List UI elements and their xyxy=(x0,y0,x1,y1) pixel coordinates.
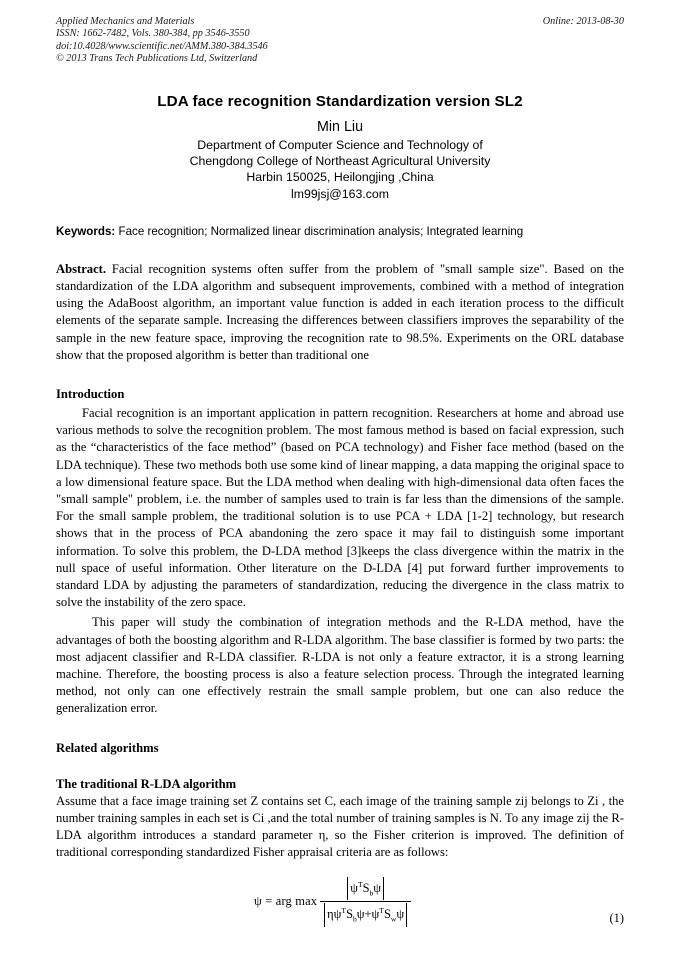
den-psi-2: ψ xyxy=(356,907,365,922)
den-transpose-1: T xyxy=(341,906,347,916)
equation-row xyxy=(56,877,624,933)
copyright-line: © 2013 Trans Tech Publications Ltd, Switzerland xyxy=(56,53,258,65)
affiliation-line-1: Department of Computer Science and Technology of xyxy=(197,137,483,152)
online-date: Online: 2013-08-30 xyxy=(542,16,624,27)
issn-line: ISSN: 1662-7482, Vols. 380-384, pp 3546-3550 xyxy=(56,28,250,40)
heading-related-algorithms: Related algorithms xyxy=(56,740,159,755)
abstract-paragraph xyxy=(56,261,624,364)
doi-line: doi:10.4028/www.scientific.net/AMM.380-384.3546 xyxy=(56,40,268,52)
introduction-paragraph-1: Facial recognition is an important application in pattern recognition. Researchers at home and abroad use various methods to solve the recognition problem. The most famous method is based on facial expression, such as the “characteristics of the face method” (based on PCA technology) and Fisher face method (based on the LDA technique). These two methods both use some kind of linear mapping, a data mapping the original space to a low dimensional feature space. But the LDA method when dealing with high-dimensional data often faces the "small sample" problem, i.e. the number of samples used to train is far less than the dimensions of the sample. For the small sample problem, the traditional solution is to use PCA + LDA [1-2] technology, but research shows that in the process of PCA abandoning the zero space it may fail to distinguish some important information. To solve this problem, the D-LDA method [3]keeps the class divergence within the matrix in the null space of useful information. Other literature on the D-LDA [4] put forward further improvements to standard LDA by adjusting the parameters of standardization, reducing the divergence in the class matrix to solve the instability of the zero space. xyxy=(56,406,624,610)
journal-header xyxy=(56,16,624,66)
affiliation-line-2: Chengdong College of Northeast Agricultural University xyxy=(189,153,491,168)
title-block xyxy=(56,92,624,202)
den-S-2: S xyxy=(383,907,391,922)
den-plus: + xyxy=(364,907,372,922)
equation-fraction xyxy=(320,877,411,927)
heading-introduction: Introduction xyxy=(56,387,125,402)
equation-1 xyxy=(254,877,411,927)
abstract-text: Facial recognition systems often suffer from the problem of "small sample size". Based on the standardization of the LDA algorithm and subsequent improvements, combined with a method of integration using the AdaBoost algorithm, an important value function is added in each iteration process to the difficult elements of the separate sample. Increasing the differences between classifiers improves the separability of the sample in the new feature space, improving the recognition rate to 98.5%. Experiments on the ORL database show that the proposed algorithm is better than traditional one xyxy=(56,261,624,362)
den-psi-4: ψ xyxy=(396,907,405,922)
num-S-subscript: b xyxy=(369,888,374,898)
traditional-rlda-paragraph: Assume that a face image training set Z contains set C, each image of the training sample zij belongs to Zi , the number training samples in each set is Ci ,and the total number of training samples is N. To any image zij the R-LDA algorithm introduces a standard parameter η, so the Fisher criterion is improved. The definition of traditional corresponding standardized Fisher appraisal criteria are as follows: xyxy=(56,793,624,860)
num-psi-1: ψ xyxy=(350,880,358,895)
den-S-1: S xyxy=(346,907,353,922)
keywords-text: Face recognition; Normalized linear discrimination analysis; Integrated learning xyxy=(115,224,524,238)
equation-number: (1) xyxy=(609,910,624,925)
num-transpose-1: T xyxy=(357,879,363,889)
denominator-abs-group xyxy=(324,903,407,927)
author-email: lm99jsj@163.com xyxy=(291,186,389,201)
numerator-abs-group xyxy=(347,877,384,901)
equation-numerator xyxy=(343,877,388,902)
den-eta: η xyxy=(327,907,334,922)
den-psi-1: ψ xyxy=(333,907,342,922)
page-content xyxy=(56,16,624,933)
page-title: LDA face recognition Standardization version SL2 xyxy=(157,92,523,110)
equation-denominator xyxy=(320,902,411,927)
heading-traditional-rlda: The traditional R-LDA algorithm xyxy=(56,776,237,791)
den-S-subscript-2: w xyxy=(390,914,397,924)
num-S: S xyxy=(362,880,370,895)
abstract-label: Abstract. xyxy=(56,261,107,276)
keywords-label: Keywords: xyxy=(56,224,116,238)
den-psi-3: ψ xyxy=(371,907,380,922)
num-psi-2: ψ xyxy=(373,880,382,895)
introduction-paragraph-2: This paper will study the combination of integration methods and the R-LDA method, have the advantages of both the boosting algorithm and R-LDA algorithm. The base classifier is formed by two parts: the most adjacent classifier and R-LDA classifier. R-LDA is not only a feature extractor, it is a strong learning machine. Therefore, the boosting process is also a feature selection process. Through the integrated learning method, not only can one effectively restrain the small sample problem, but one can also reduce the generalization error. xyxy=(56,615,624,716)
equation-lhs: ψ = arg max xyxy=(254,894,318,909)
den-S-subscript-1: b xyxy=(352,914,357,924)
den-transpose-2: T xyxy=(379,906,384,916)
affiliation-line-3: Harbin 150025, Heilongjing ,China xyxy=(246,170,434,185)
keywords-line xyxy=(56,224,624,239)
author-name: Min Liu xyxy=(316,118,364,135)
journal-name: Applied Mechanics and Materials xyxy=(56,16,195,27)
